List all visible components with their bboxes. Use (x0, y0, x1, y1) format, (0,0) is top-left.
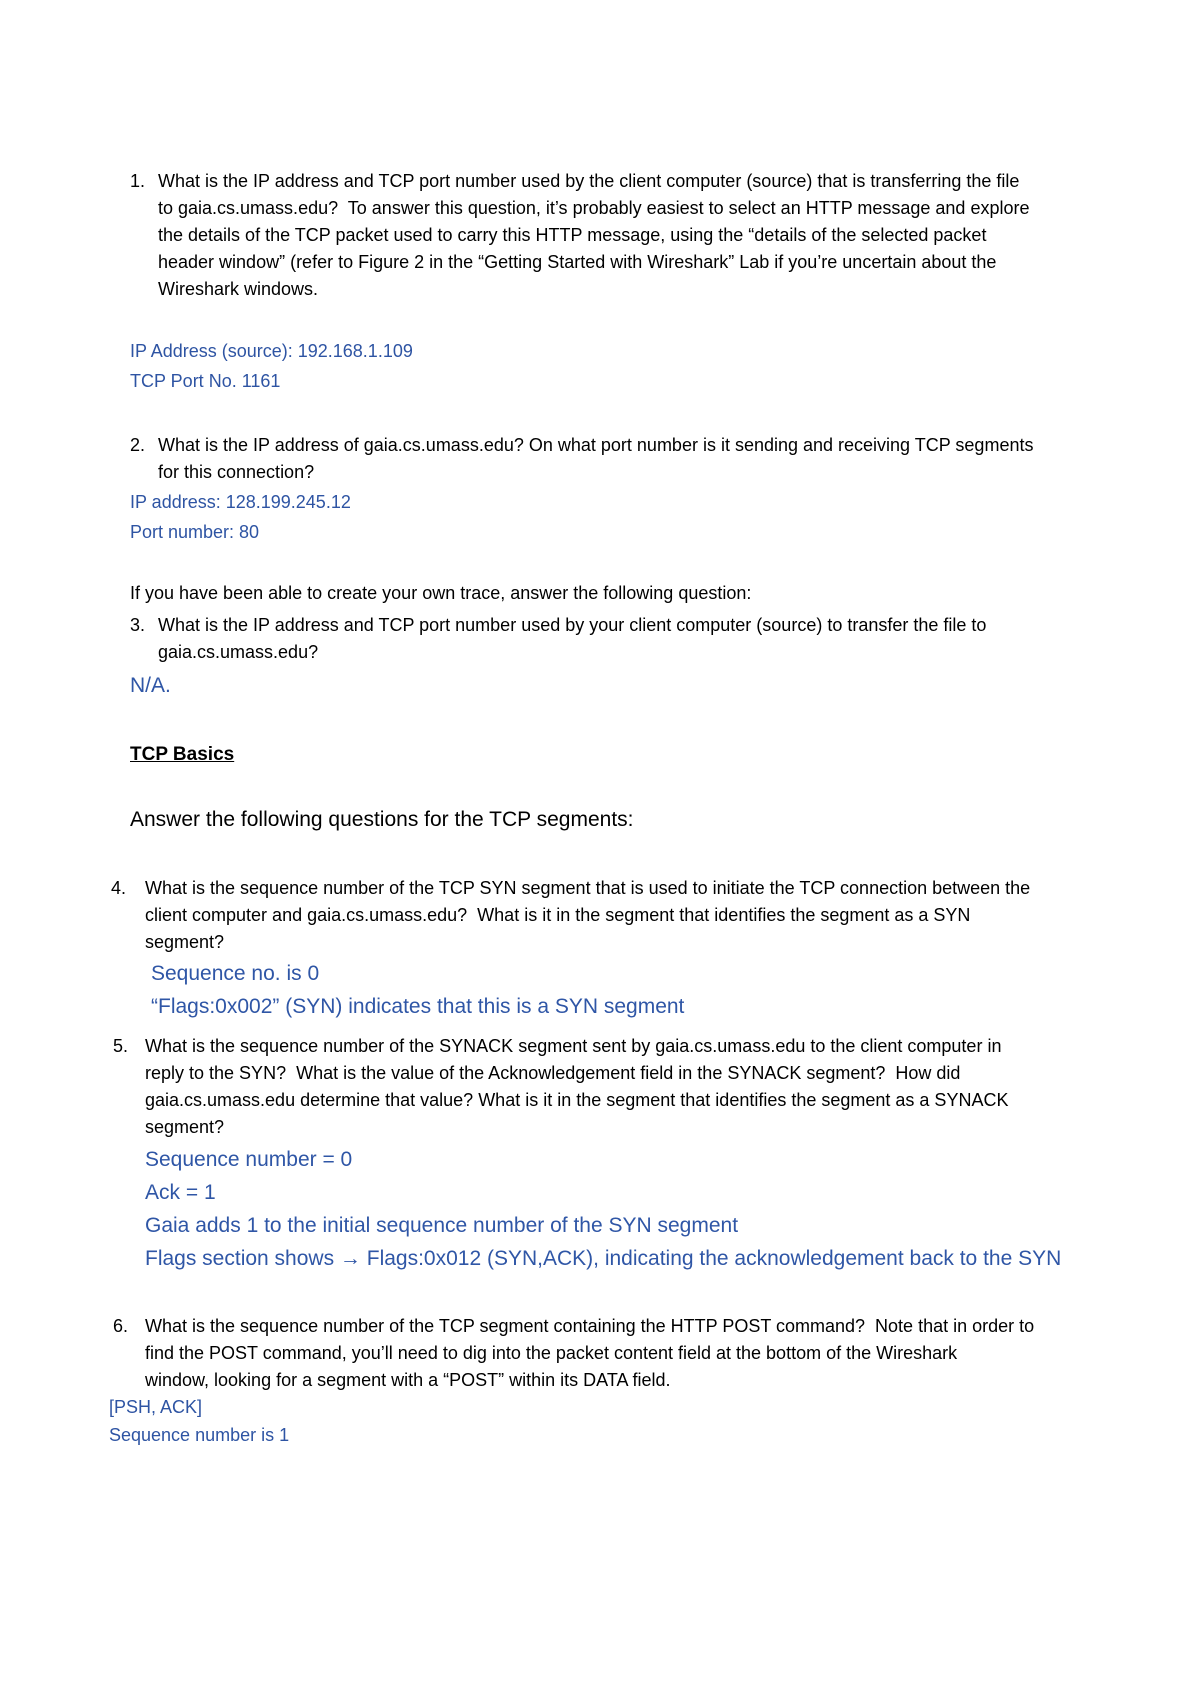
question-line: gaia.cs.umass.edu determine that value? What is it in the segment that identifies the segment as a SYNACK (145, 1090, 1009, 1110)
answer-line: Sequence number is 1 (109, 1425, 290, 1445)
answer-line: N/A. (130, 674, 171, 697)
answer-line: Sequence no. is 0 (151, 962, 320, 985)
question-line: segment? (145, 1117, 225, 1137)
question-number: 6. (113, 1316, 129, 1336)
answer-line: “Flags:0x002” (SYN) indicates that this is a SYN segment (151, 995, 685, 1018)
answer-line: Sequence number = 0 (145, 1148, 353, 1171)
question-line: What is the IP address and TCP port number used by your client computer (source) to transfer the file to (158, 615, 987, 635)
question-line: What is the sequence number of the TCP SYN segment that is used to initiate the TCP connection between the (145, 878, 1031, 898)
answer-line: [PSH, ACK] (109, 1397, 203, 1417)
question-line: What is the sequence number of the SYNACK segment sent by gaia.cs.umass.edu to the client computer in (145, 1036, 1002, 1056)
question-line: What is the sequence number of the TCP segment containing the HTTP POST command? Note that in order to (145, 1316, 1035, 1336)
section-intro: Answer the following questions for the TCP segments: (130, 808, 634, 831)
question-line: the details of the TCP packet used to carry this HTTP message, using the “details of the selected packet (158, 225, 987, 245)
question-line: find the POST command, you’ll need to dig into the packet content field at the bottom of the Wireshark (145, 1343, 958, 1363)
question-line: segment? (145, 932, 225, 952)
question-line: client computer and gaia.cs.umass.edu? What is it in the segment that identifies the segment as a SYN (145, 905, 971, 925)
answer-line: Gaia adds 1 to the initial sequence number of the SYN segment (145, 1214, 739, 1237)
question-line: Wireshark windows. (158, 279, 319, 299)
section-heading: TCP Basics (130, 744, 235, 765)
question-line: What is the IP address of gaia.cs.umass.edu? On what port number is it sending and receiving TCP segments (158, 435, 1034, 455)
question-line: for this connection? (158, 462, 315, 482)
question-number: 5. (113, 1036, 129, 1056)
answer-line: IP Address (source): 192.168.1.109 (130, 341, 413, 361)
question-line: window, looking for a segment with a “POST” within its DATA field. (145, 1370, 671, 1390)
question-line: to gaia.cs.umass.edu? To answer this question, it’s probably easiest to select an HTTP message and explore (158, 198, 1030, 218)
answer-line: Port number: 80 (130, 522, 260, 542)
answer-line: Flags section shows → Flags:0x012 (SYN,ACK), indicating the acknowledgement back to the SYN (145, 1247, 1062, 1270)
question-number: 3. (130, 615, 146, 635)
question-line: header window” (refer to Figure 2 in the “Getting Started with Wireshark” Lab if you’re uncertain about the (158, 252, 997, 272)
trace-intro-text: If you have been able to create your own trace, answer the following question: (130, 583, 752, 603)
question-number: 1. (130, 171, 146, 191)
answer-line: IP address: 128.199.245.12 (130, 492, 351, 512)
answer-line: TCP Port No. 1161 (130, 371, 281, 391)
question-number: 4. (111, 878, 127, 898)
question-number: 2. (130, 435, 146, 455)
question-line: gaia.cs.umass.edu? (158, 642, 319, 662)
answer-line: Ack = 1 (145, 1181, 216, 1204)
question-line: What is the IP address and TCP port number used by the client computer (source) that is transferring the file (158, 171, 1020, 191)
question-line: reply to the SYN? What is the value of the Acknowledgement field in the SYNACK segment? How did (145, 1063, 961, 1083)
